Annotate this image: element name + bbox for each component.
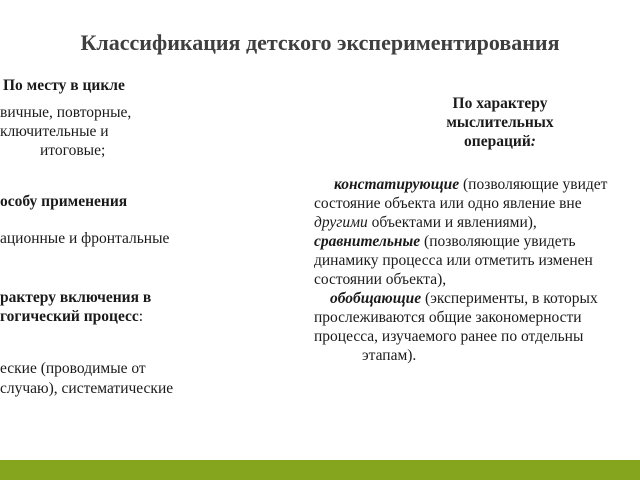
term-constating-desc: (позволяющие увидет	[459, 176, 608, 193]
thinking-heading-text: операций	[464, 133, 531, 150]
inclusion-heading-colon: :	[138, 308, 144, 325]
inclusion-text-line-1: еские (проводимые от	[0, 360, 146, 377]
term-comparative-desc: (позволяющие увидеть	[420, 233, 576, 250]
other-objects-text: объектами и явлениями),	[367, 214, 537, 231]
slide-title: Классификация детского экспериментирования	[80, 30, 560, 55]
bottom-accent-bar	[0, 460, 640, 480]
thinking-heading-colon: :	[530, 133, 536, 150]
cycle-text-line-1: вичные, повторные,	[0, 104, 132, 121]
thinking-heading-line-1: По характеру	[452, 95, 548, 112]
term-comparative: сравнительные	[314, 233, 421, 250]
term-generalizing-desc: (эксперименты, в которых	[421, 290, 598, 307]
method-heading: особу применения	[0, 193, 128, 210]
inclusion-heading-line-2	[0, 307, 143, 326]
thinking-text-line-6: состоянии объекта),	[314, 271, 447, 288]
thinking-heading-line-2: мыслительных	[446, 114, 554, 131]
thinking-text-line-7	[330, 289, 598, 308]
other-objects-italic: другими	[314, 214, 368, 231]
thinking-text-line-4	[314, 232, 576, 251]
term-constating: констатирующие	[334, 176, 460, 193]
thinking-heading-line-3	[380, 132, 620, 151]
thinking-text-line-3	[314, 213, 537, 232]
thinking-text-line-5: динамику процесса или отметить изменен	[314, 252, 593, 269]
thinking-text-line-2: состояние объекта или одно явление вне	[314, 195, 582, 212]
thinking-text-line-1	[334, 175, 607, 194]
inclusion-text-line-2: случаю), систематические	[0, 380, 174, 397]
cycle-text-line-3: итоговые;	[40, 142, 106, 159]
cycle-text-line-2: ключительные и	[0, 123, 109, 140]
method-text-line-1: ационные и фронтальные	[0, 230, 170, 247]
thinking-text-line-9: процесса, изучаемого ранее по отдельны	[314, 328, 584, 345]
thinking-text-line-8: прослеживаются общие закономерности	[314, 309, 582, 326]
cycle-heading: По месту в цикле	[3, 77, 125, 94]
inclusion-heading-line-1: рактеру включения в	[0, 289, 152, 306]
term-generalizing: обобщающие	[330, 290, 422, 307]
inclusion-heading-text: гогический процесс	[0, 308, 139, 325]
thinking-text-line-10: этапам).	[362, 347, 417, 364]
